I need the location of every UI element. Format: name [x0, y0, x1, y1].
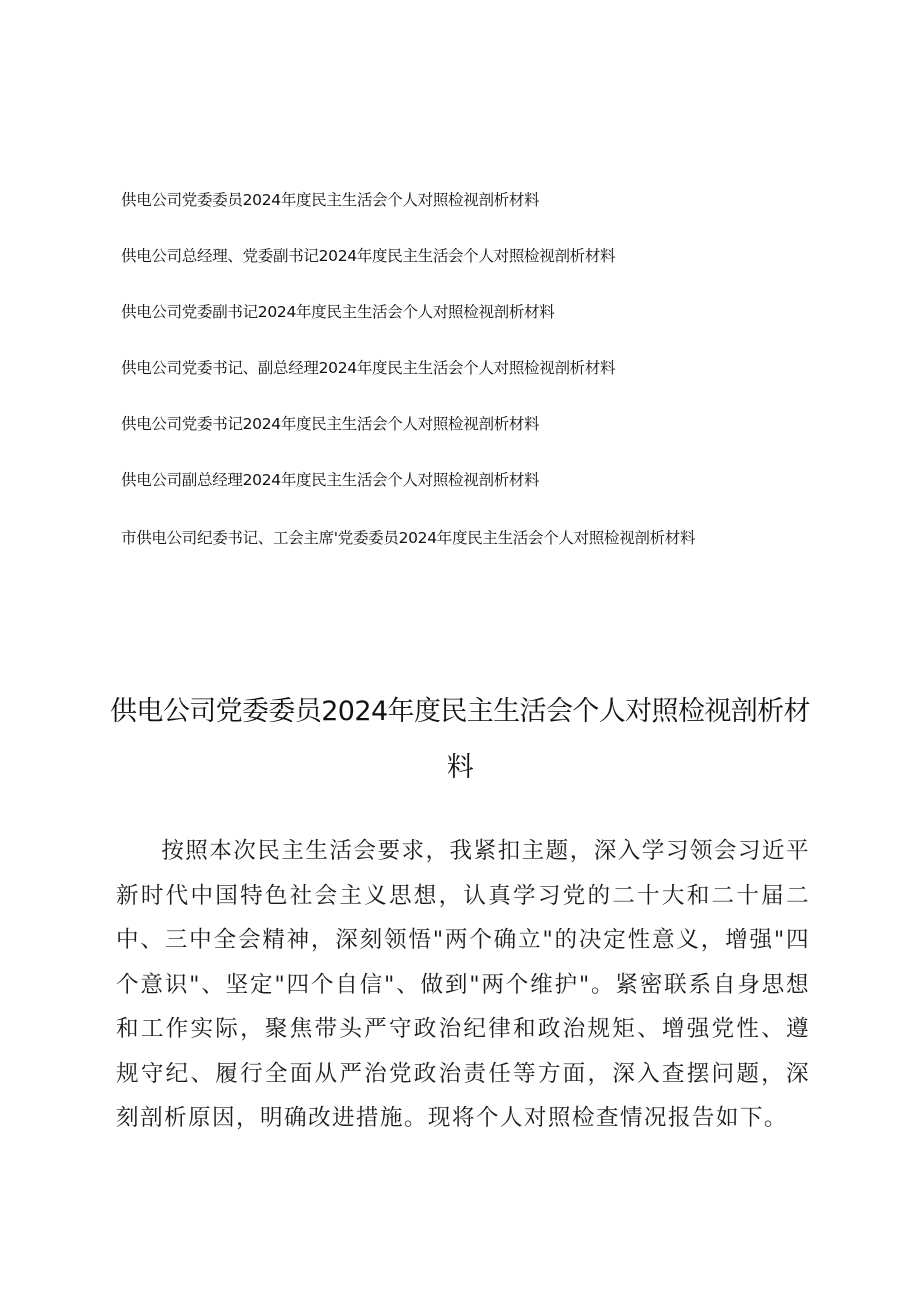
toc-item: 供电公司党委书记、副总经理2024年度民主生活会个人对照检视剖析材料: [121, 359, 616, 377]
toc-item: 供电公司党委委员2024年度民主生活会个人对照检视剖析材料: [121, 191, 540, 209]
toc-item: 供电公司党委副书记2024年度民主生活会个人对照检视剖析材料: [121, 303, 555, 321]
document-title: 供电公司党委委员2024年度民主生活会个人对照检视剖析材料: [110, 696, 810, 783]
table-of-contents: [121, 190, 761, 566]
toc-item: 供电公司总经理、党委副书记2024年度民主生活会个人对照检视剖析材料: [121, 247, 616, 265]
toc-item: 市供电公司纪委书记、工会主席'党委委员2024年度民主生活会个人对照检视剖析材料: [121, 529, 696, 547]
toc-item: 供电公司党委书记2024年度民主生活会个人对照检视剖析材料: [121, 415, 540, 433]
toc-item: 供电公司副总经理2024年度民主生活会个人对照检视剖析材料: [121, 471, 540, 489]
body-paragraph: 按照本次民主生活会要求，我紧扣主题，深入学习领会习近平新时代中国特色社会主义思想，认真学习党的二十大和二十届二中、三中全会精神，深刻领悟"两个确立"的决定性意义，增强"四个意识"、坚定"四个自信"、做到"两个维护"。紧密联系自身思想和工作实际，聚焦带头严守政治纪律和政治规矩、增强党性、遵规守纪、履行全面从严治党政治责任等方面，深入查摆问题，深刻剖析原因，明确改进措施。现将个人对照检查情况报告如下。: [116, 838, 810, 1131]
